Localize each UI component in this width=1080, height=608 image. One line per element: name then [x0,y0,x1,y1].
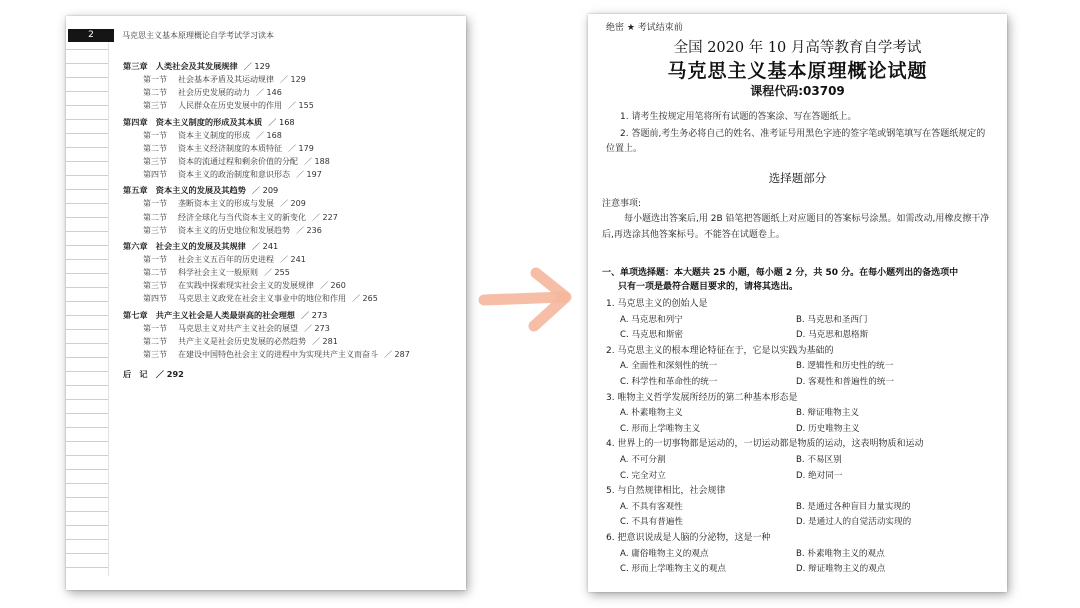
instruction-1: 1. 请考生按规定用笔将所有试题的答案涂、写在答题纸上。 [620,112,857,122]
toc-section [123,224,458,237]
answer-option: C. 马克思和斯密 [620,330,684,341]
toc-section-label: 第三节 [143,101,167,111]
toc-section [123,168,458,181]
option-row [606,375,996,391]
question-stem: 4. 世界上的一切事物都是运动的，一切运动都是物质的运动，这表明物质和运动 [606,439,924,450]
course-code: 课程代码:03709 [750,84,845,98]
toc-section-label: 第一节 [143,130,167,140]
notes-text: 每小题选出答案后,用 2B 铅笔把答题纸上对应题目的答案标号涂黑。如需改动,用橡皮擦干净后,再选涂其他答案标号。不能答在试题卷上。 [602,214,990,240]
toc-section-title: 在建设中国特色社会主义的进程中为实现共产主义而奋斗 [178,350,378,359]
option-row [606,469,996,485]
toc-section-title: 社会历史发展的动力 [178,88,250,98]
toc-chapter [123,308,458,322]
toc-page-number: ／ 241 [280,254,306,264]
table-of-contents [123,59,458,381]
paper-title: 马克思主义基本原理概论试题 [667,60,928,82]
option-row [606,515,996,531]
answer-option: D. 辩证唯物主义的观点 [796,564,886,575]
answer-option: B. 逻辑性和历史性的统一 [796,361,894,372]
toc-page-number: ／ 168 [256,130,282,140]
answer-option: A. 不具有客观性 [620,501,683,512]
answer-option: C. 形而上学唯物主义 [620,423,701,434]
part-heading-line1: 一、单项选择题：本大题共 25 小题，每小题 2 分，共 50 分。在每小题列出的备选项中 [602,268,959,278]
question-list [606,297,996,578]
option-row [606,313,996,329]
toc-page-number: ／ 241 [251,240,279,251]
exam-title: 全国 2020 年 10 月高等教育自学考试 [673,40,922,56]
toc-page-number: ／ 209 [280,199,306,209]
answer-option: A. 庸俗唯物主义的观点 [620,548,709,559]
answer-option: C. 科学性和革命性的统一 [620,376,718,387]
toc-postscript: 后 记 ／ 292 [123,369,184,380]
toc-page-number: ／ 197 [296,170,322,180]
running-header: 马克思主义基本原理概论自学考试学习读本 [122,31,274,40]
toc-section-label: 第一节 [143,323,167,333]
toc-page-number: ／ 146 [256,88,282,98]
toc-section [123,86,458,99]
option-row [606,453,996,469]
toc-section-title: 资本主义的历史地位和发展趋势 [178,225,290,235]
part-heading [602,266,994,294]
toc-section [123,253,458,266]
answer-option: A. 不可分割 [620,454,666,465]
toc-chapter-title: 第五章 资本主义的发展及其趋势 [123,185,246,196]
toc-section [123,129,458,142]
answer-option: D. 马克思和恩格斯 [796,330,869,341]
answer-option: A. 马克思和列宁 [620,314,683,325]
toc-section [123,279,458,292]
toc-section-label: 第四节 [143,170,167,180]
toc-chapter [123,183,458,197]
toc-section-label: 第三节 [143,156,167,166]
toc-section [123,322,458,335]
toc-section [123,142,458,155]
page-number: 2 [68,29,114,42]
option-row [606,359,996,375]
toc-section-title: 资本主义的政治制度和意识形态 [178,170,290,180]
toc-chapter [123,239,458,253]
answer-option: C. 不具有普遍性 [620,517,684,528]
toc-section [123,73,458,86]
toc-page-number: ／ 188 [304,156,330,166]
instruction-2: 2. 答题前,考生务必将自己的姓名、准考证号用黑色字迹的签字笔或钢笔填写在答题纸规定的位置上。 [606,129,986,154]
toc-section-label: 第二节 [143,336,167,346]
toc-chapter-title: 第四章 资本主义制度的形成及其本质 [123,116,263,127]
toc-page-number: ／ 236 [296,225,322,235]
toc-page-number: ／ 179 [288,143,314,153]
toc-section [123,99,458,112]
option-row [606,562,996,578]
toc-page-number: ／ 273 [304,323,330,333]
toc-section-title: 马克思主义对共产主义社会的展望 [178,323,298,333]
question-stem: 1. 马克思主义的创始人是 [606,299,708,309]
answer-option: B. 马克思和圣西门 [796,314,868,325]
toc-chapter [123,115,458,129]
answer-option: B. 不易区别 [796,454,842,465]
toc-section-title: 共产主义是社会历史发展的必然趋势 [178,336,306,346]
option-row [606,328,996,344]
question-stem: 3. 唯物主义哲学发展所经历的第二种基本形态是 [606,392,798,403]
toc-chapter-title: 第三章 人类社会及其发展规律 [123,61,238,71]
toc-section-label: 第三节 [143,350,167,359]
toc-section-title: 资本主义经济制度的本质特征 [178,143,282,153]
toc-section-title: 科学社会主义一般原则 [178,268,258,278]
toc-section-label: 第二节 [143,143,167,153]
toc-section-label: 第一节 [143,199,167,209]
toc-section-title: 人民群众在历史发展中的作用 [178,101,282,111]
answer-option: B. 朴素唯物主义的观点 [796,548,885,559]
toc-page-number: ／ 265 [352,294,378,304]
toc-page-number: ／ 155 [288,101,314,111]
toc-page-number: ／ 287 [384,350,410,359]
option-row [606,500,996,516]
toc-section-label: 第二节 [143,212,167,222]
answer-option: D. 客观性和普遍性的统一 [796,376,895,387]
toc-section-title: 社会基本矛盾及其运动规律 [178,75,274,84]
answer-option: B. 是通过各种盲目力量实现的 [796,501,911,512]
answer-option: D. 历史唯物主义 [796,423,860,434]
toc-section-title: 经济全球化与当代资本主义的新变化 [178,212,306,222]
toc-section [123,292,458,305]
toc-section-title: 资本主义制度的形成 [178,130,250,140]
answer-option: C. 形而上学唯物主义的观点 [620,564,726,575]
option-row [606,422,996,438]
toc-section [123,197,458,210]
answer-option: C. 完全对立 [620,470,666,481]
toc-section [123,335,458,348]
answer-option: B. 辩证唯物主义 [796,408,859,419]
option-row [606,406,996,422]
right-arrow-icon [478,264,578,336]
toc-section-title: 资本的流通过程和剩余价值的分配 [178,156,298,166]
answer-option: A. 全面性和深刻性的统一 [620,361,718,372]
toc-section-title: 垄断资本主义的形成与发展 [178,199,274,209]
toc-page-number: ／ 227 [312,212,338,222]
notes-label: 注意事项: [602,199,642,209]
question-stem: 5. 与自然规律相比，社会规律 [606,486,726,497]
toc-chapter-title: 第七章 共产主义社会是人类最崇高的社会理想 [123,309,295,320]
toc-chapter-title: 第六章 社会主义的发展及其规律 [123,240,246,251]
toc-page-number: ／ 129 [243,61,271,71]
option-row [606,547,996,563]
section-heading: 选择题部分 [768,171,827,185]
toc-page-number: ／ 168 [268,116,295,127]
answer-option: D. 绝对同一 [796,470,843,481]
toc-page-number: ／ 281 [312,336,338,346]
toc-section-label: 第一节 [143,75,167,84]
toc-section-label: 第一节 [143,254,167,264]
exam-page [588,14,1007,592]
part-heading-line2: 只有一项是最符合题目要求的，请将其选出。 [618,282,799,292]
toc-section [123,266,458,279]
answer-option: A. 朴素唯物主义 [620,408,683,419]
toc-section [123,155,458,168]
toc-section-title: 马克思主义政党在社会主义事业中的地位和作用 [178,294,346,304]
answer-option: D. 是通过人的自觉活动实现的 [796,517,912,528]
toc-chapter [123,59,458,73]
toc-section-title: 在实践中探索现实社会主义的发展规律 [178,281,314,291]
toc-section-title: 社会主义五百年的历史进程 [178,254,274,264]
toc-section-label: 第三节 [143,281,167,291]
toc-section [123,348,458,361]
toc-section-label: 第四节 [143,294,167,304]
toc-section [123,211,458,224]
page-binding-strip [66,36,109,576]
toc-page-number: ／ 260 [320,281,346,291]
confidential-mark: 绝密 ★ 考试结束前 [606,23,683,33]
toc-section-label: 第二节 [143,88,167,98]
toc-section-label: 第二节 [143,268,167,278]
toc-section-label: 第三节 [143,225,167,235]
toc-page-number: ／ 209 [251,185,279,196]
toc-page [66,16,466,590]
question-stem: 2. 马克思主义的根本理论特征在于，它是以实践为基础的 [606,345,834,356]
question-stem: 6. 把意识说成是人脑的分泌物，这是一种 [606,532,771,543]
toc-page-number: ／ 129 [280,75,306,84]
toc-page-number: ／ 255 [264,268,290,278]
toc-page-number: ／ 273 [300,309,328,320]
